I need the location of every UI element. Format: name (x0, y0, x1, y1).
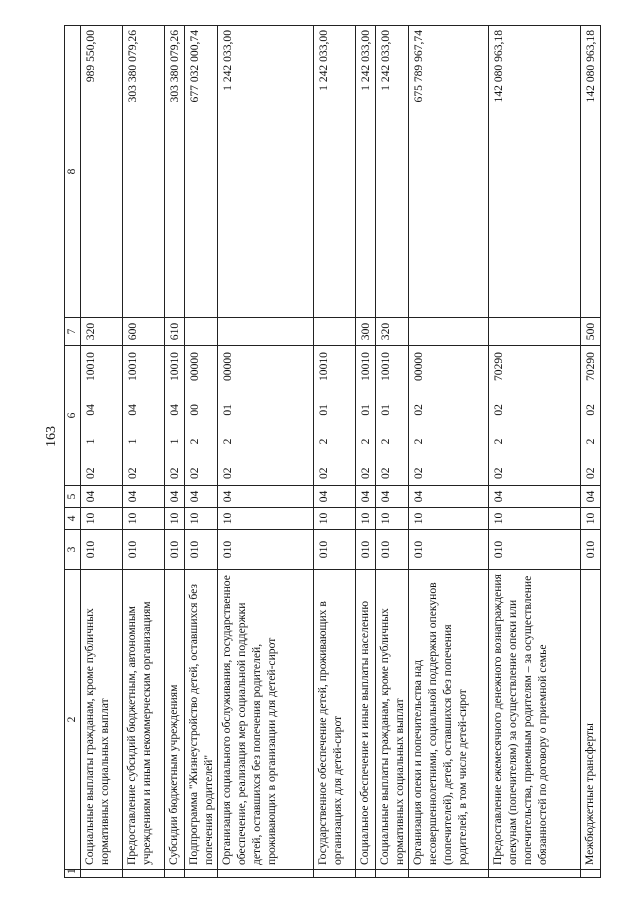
target-code-part: 02 (584, 467, 597, 479)
target-code-part: 00000 (188, 352, 201, 382)
row-target-code (356, 346, 376, 486)
row-name: Предоставление субсидий бюджетным, автономным учреждениям и иным некоммерческим организациям (123, 570, 165, 870)
row-col-5: 04 (185, 486, 218, 508)
target-code-part: 1 (126, 438, 139, 445)
target-code-part: 10010 (379, 352, 392, 382)
row-col-5: 04 (314, 486, 356, 508)
row-col-4: 10 (123, 508, 165, 530)
target-code-parts (491, 350, 506, 481)
target-code-part: 2 (188, 438, 201, 445)
target-code-part: 02 (317, 467, 330, 479)
row-col-5: 04 (489, 486, 581, 508)
target-code-part: 10010 (359, 352, 372, 382)
row-col-5: 04 (409, 486, 489, 508)
row-col-7: 320 (376, 318, 409, 346)
row-col-4: 10 (376, 508, 409, 530)
row-target-code (314, 346, 356, 486)
row-col-1 (81, 870, 123, 878)
target-code-parts (358, 350, 373, 481)
row-col-4: 10 (81, 508, 123, 530)
row-name: Субсидии бюджетным учреждениям (165, 570, 185, 870)
row-name: Межбюджетные трансферты (581, 570, 601, 870)
row-col-3: 010 (218, 530, 314, 570)
target-code-part: 04 (126, 404, 139, 416)
row-amount: 989 550,00 (81, 26, 123, 318)
table-row (185, 26, 218, 878)
budget-table (64, 25, 601, 878)
target-code-parts (220, 350, 235, 481)
target-code-part: 02 (492, 404, 505, 416)
row-name: Подпрограмма "Жизнеустройство детей, оставшихся без попечения родителей" (185, 570, 218, 870)
row-col-7 (218, 318, 314, 346)
row-col-4: 10 (165, 508, 185, 530)
row-col-5: 04 (81, 486, 123, 508)
target-code-part: 2 (221, 438, 234, 445)
table-row (356, 26, 376, 878)
row-amount: 677 032 000,74 (185, 26, 218, 318)
row-col-3: 010 (123, 530, 165, 570)
target-code-part: 1 (168, 438, 181, 445)
row-col-3: 010 (185, 530, 218, 570)
row-amount: 303 380 079,26 (123, 26, 165, 318)
row-col-1 (314, 870, 356, 878)
column-number-row (65, 26, 81, 878)
col-header-7: 7 (65, 318, 81, 346)
row-col-3: 010 (165, 530, 185, 570)
target-code-part: 02 (168, 467, 181, 479)
row-col-1 (376, 870, 409, 878)
table-row (123, 26, 165, 878)
target-code-part: 2 (317, 438, 330, 445)
target-code-parts (125, 350, 140, 481)
row-amount: 1 242 033,00 (314, 26, 356, 318)
row-col-3: 010 (81, 530, 123, 570)
target-code-parts (83, 350, 98, 481)
target-code-part: 2 (359, 438, 372, 445)
target-code-part: 04 (84, 404, 97, 416)
row-amount: 142 080 963,18 (489, 26, 581, 318)
target-code-part: 00000 (221, 352, 234, 382)
row-col-1 (581, 870, 601, 878)
target-code-part: 1 (84, 438, 97, 445)
page-number: 163 (44, 426, 59, 447)
row-col-3: 010 (356, 530, 376, 570)
row-target-code (581, 346, 601, 486)
row-target-code (218, 346, 314, 486)
row-col-3: 010 (314, 530, 356, 570)
target-code-part: 02 (412, 467, 425, 479)
row-col-3: 010 (376, 530, 409, 570)
target-code-part: 02 (126, 467, 139, 479)
row-col-7: 600 (123, 318, 165, 346)
row-amount: 675 789 967,74 (409, 26, 489, 318)
col-header-3: 3 (65, 530, 81, 570)
target-code-part: 02 (584, 404, 597, 416)
row-col-7 (489, 318, 581, 346)
target-code-parts (167, 350, 182, 481)
table-row (376, 26, 409, 878)
target-code-parts (411, 350, 426, 481)
row-amount: 1 242 033,00 (218, 26, 314, 318)
target-code-part: 00 (188, 404, 201, 416)
row-col-5: 04 (165, 486, 185, 508)
target-code-part: 10010 (126, 352, 139, 382)
row-col-1 (218, 870, 314, 878)
row-col-1 (123, 870, 165, 878)
row-col-5: 04 (218, 486, 314, 508)
row-name: Организация опеки и попечительства над несовершеннолетними, социальной поддержки опекунов (попечителей), детей, оставшихся без попечения родителей, в том числе детей-сирот (409, 570, 489, 870)
table-row (489, 26, 581, 878)
row-amount: 1 242 033,00 (356, 26, 376, 318)
row-name: Предоставление ежемесячного денежного вознаграждения опекунам (попечителям) за осуществление опеки или попечительства, приемным родителям – за осуществление обязанностей по договору о приемной семье (489, 570, 581, 870)
row-amount: 303 380 079,26 (165, 26, 185, 318)
row-name: Социальные выплаты гражданам, кроме публичных нормативных социальных выплат (376, 570, 409, 870)
target-code-parts (378, 350, 393, 481)
row-col-4: 10 (185, 508, 218, 530)
row-col-5: 04 (376, 486, 409, 508)
target-code-parts (583, 350, 598, 481)
target-code-part: 01 (317, 404, 330, 416)
target-code-part: 70290 (492, 352, 505, 382)
table-body (81, 26, 601, 878)
col-header-6: 6 (65, 346, 81, 486)
target-code-part: 01 (379, 404, 392, 416)
target-code-part: 02 (359, 467, 372, 479)
col-header-8: 8 (65, 26, 81, 318)
row-col-7: 500 (581, 318, 601, 346)
row-target-code (123, 346, 165, 486)
row-target-code (489, 346, 581, 486)
row-col-1 (489, 870, 581, 878)
table-row (314, 26, 356, 878)
row-target-code (81, 346, 123, 486)
target-code-part: 02 (188, 467, 201, 479)
target-code-part: 01 (221, 404, 234, 416)
row-name: Организация социального обслуживания, государственное обеспечение, реализация мер социальной поддержки детей, оставшихся без попечения родителей, проживающих в организации для детей-сирот (218, 570, 314, 870)
row-col-1 (409, 870, 489, 878)
row-target-code (376, 346, 409, 486)
target-code-part: 04 (168, 404, 181, 416)
row-target-code (165, 346, 185, 486)
target-code-part: 02 (379, 467, 392, 479)
table-row (581, 26, 601, 878)
row-col-4: 10 (314, 508, 356, 530)
col-header-1: 1 (65, 870, 81, 878)
row-col-7 (409, 318, 489, 346)
row-col-7: 610 (165, 318, 185, 346)
row-amount: 142 080 963,18 (581, 26, 601, 318)
target-code-part: 10010 (317, 352, 330, 382)
col-header-2: 2 (65, 570, 81, 870)
target-code-part: 2 (379, 438, 392, 445)
row-col-3: 010 (581, 530, 601, 570)
target-code-part: 02 (221, 467, 234, 479)
row-col-4: 10 (489, 508, 581, 530)
row-target-code (185, 346, 218, 486)
row-col-5: 04 (581, 486, 601, 508)
row-col-1 (356, 870, 376, 878)
row-name: Социальные выплаты гражданам, кроме публичных нормативных социальных выплат (81, 570, 123, 870)
row-name: Социальное обеспечение и иные выплаты населению (356, 570, 376, 870)
table-row (165, 26, 185, 878)
row-col-7: 300 (356, 318, 376, 346)
table-row (81, 26, 123, 878)
row-col-4: 10 (218, 508, 314, 530)
target-code-part: 2 (492, 438, 505, 445)
row-col-3: 010 (489, 530, 581, 570)
row-amount: 1 242 033,00 (376, 26, 409, 318)
row-col-4: 10 (356, 508, 376, 530)
target-code-part: 10010 (168, 352, 181, 382)
target-code-part: 01 (359, 404, 372, 416)
row-col-7 (185, 318, 218, 346)
row-col-7: 320 (81, 318, 123, 346)
row-col-5: 04 (123, 486, 165, 508)
col-header-4: 4 (65, 508, 81, 530)
target-code-part: 10010 (84, 352, 97, 382)
row-col-4: 10 (409, 508, 489, 530)
target-code-part: 02 (412, 404, 425, 416)
table-row (218, 26, 314, 878)
table-row (409, 26, 489, 878)
target-code-parts (187, 350, 202, 481)
target-code-part: 02 (492, 467, 505, 479)
col-header-5: 5 (65, 486, 81, 508)
target-code-parts (316, 350, 331, 481)
row-target-code (409, 346, 489, 486)
target-code-part: 2 (412, 438, 425, 445)
target-code-part: 2 (584, 438, 597, 445)
row-name: Государственное обеспечение детей, проживающих в организациях для детей-сирот (314, 570, 356, 870)
budget-table-rotated (64, 26, 604, 878)
target-code-part: 02 (84, 467, 97, 479)
row-col-4: 10 (581, 508, 601, 530)
row-col-7 (314, 318, 356, 346)
target-code-part: 70290 (584, 352, 597, 382)
row-col-1 (165, 870, 185, 878)
target-code-part: 00000 (412, 352, 425, 382)
row-col-5: 04 (356, 486, 376, 508)
row-col-3: 010 (409, 530, 489, 570)
row-col-1 (185, 870, 218, 878)
